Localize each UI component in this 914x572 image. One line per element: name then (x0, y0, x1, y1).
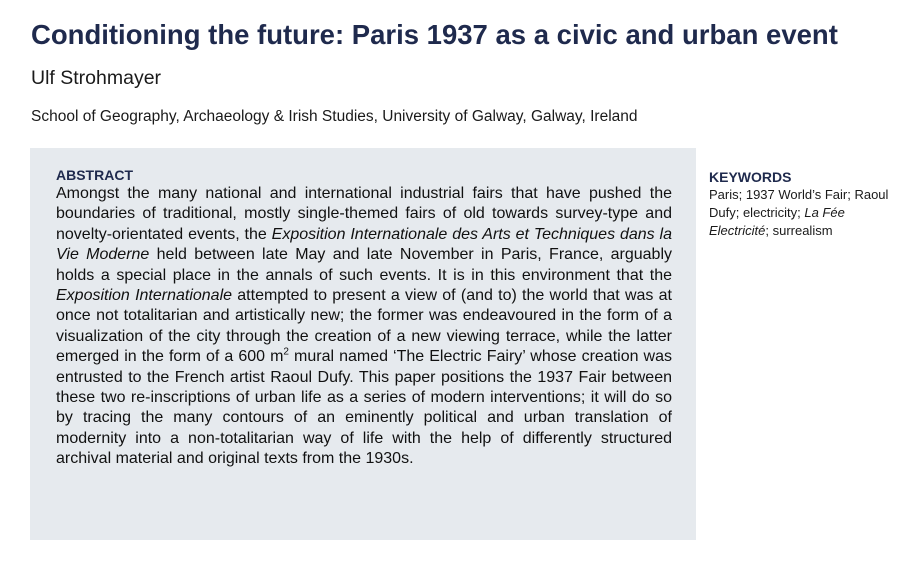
abstract-text-part: held between late May and late November in Paris, France, arguably holds a special place in the annals of such events. It is in this environment that the (56, 246, 672, 284)
keywords-list (709, 186, 904, 240)
abstract-text-part: Amongst the many national and international industrial fairs that have pushed the boundaries of traditional, mostly single-themed fairs of old towards survey-type and novelty-orientated events, the (56, 185, 672, 243)
abstract-emphasis: Exposition Internationale des Arts et Techniques dans la Vie Moderne (56, 225, 672, 264)
article-title: Conditioning the future: Paris 1937 as a civic and urban event (31, 19, 838, 50)
author-affiliation: School of Geography, Archaeology & Irish Studies, University of Galway, Galway, Ireland (31, 108, 638, 125)
keywords-text: ; surrealism (765, 223, 833, 238)
keywords-text: Paris; 1937 World’s Fair; Raoul Dufy; electricity; (709, 187, 889, 220)
keywords-emphasis: La Fée Electricité (709, 205, 845, 238)
superscript-2: 2 (283, 346, 289, 358)
abstract-heading: ABSTRACT (56, 167, 133, 183)
abstract-emphasis: Exposition Internationale (56, 287, 233, 305)
abstract-box (30, 148, 696, 540)
abstract-text-part: attempted to present a view of (and to) the world that was at once not totalitarian and artistically new; the former was endeavoured in the form of a visualization of the city through the creation of a new viewing terrace, while the latter emerged in the form of a 600 m (56, 287, 672, 366)
author-name: Ulf Strohmayer (31, 67, 162, 89)
abstract-text (56, 184, 672, 470)
keywords-heading: KEYWORDS (709, 169, 792, 185)
keywords-section (709, 169, 904, 240)
abstract-text-part: mural named ‘The Electric Fairy’ whose creation was entrusted to the French artist Raoul Dufy. This paper positions the 1937 Fair between these two re-inscriptions of urban life as a series of modern interventions; it will do so by tracing the many contours of an eminently political and urban translation of modernity into a non-totalitarian way of life with the help of differently structured archival material and original texts from the 1930s. (56, 348, 672, 468)
